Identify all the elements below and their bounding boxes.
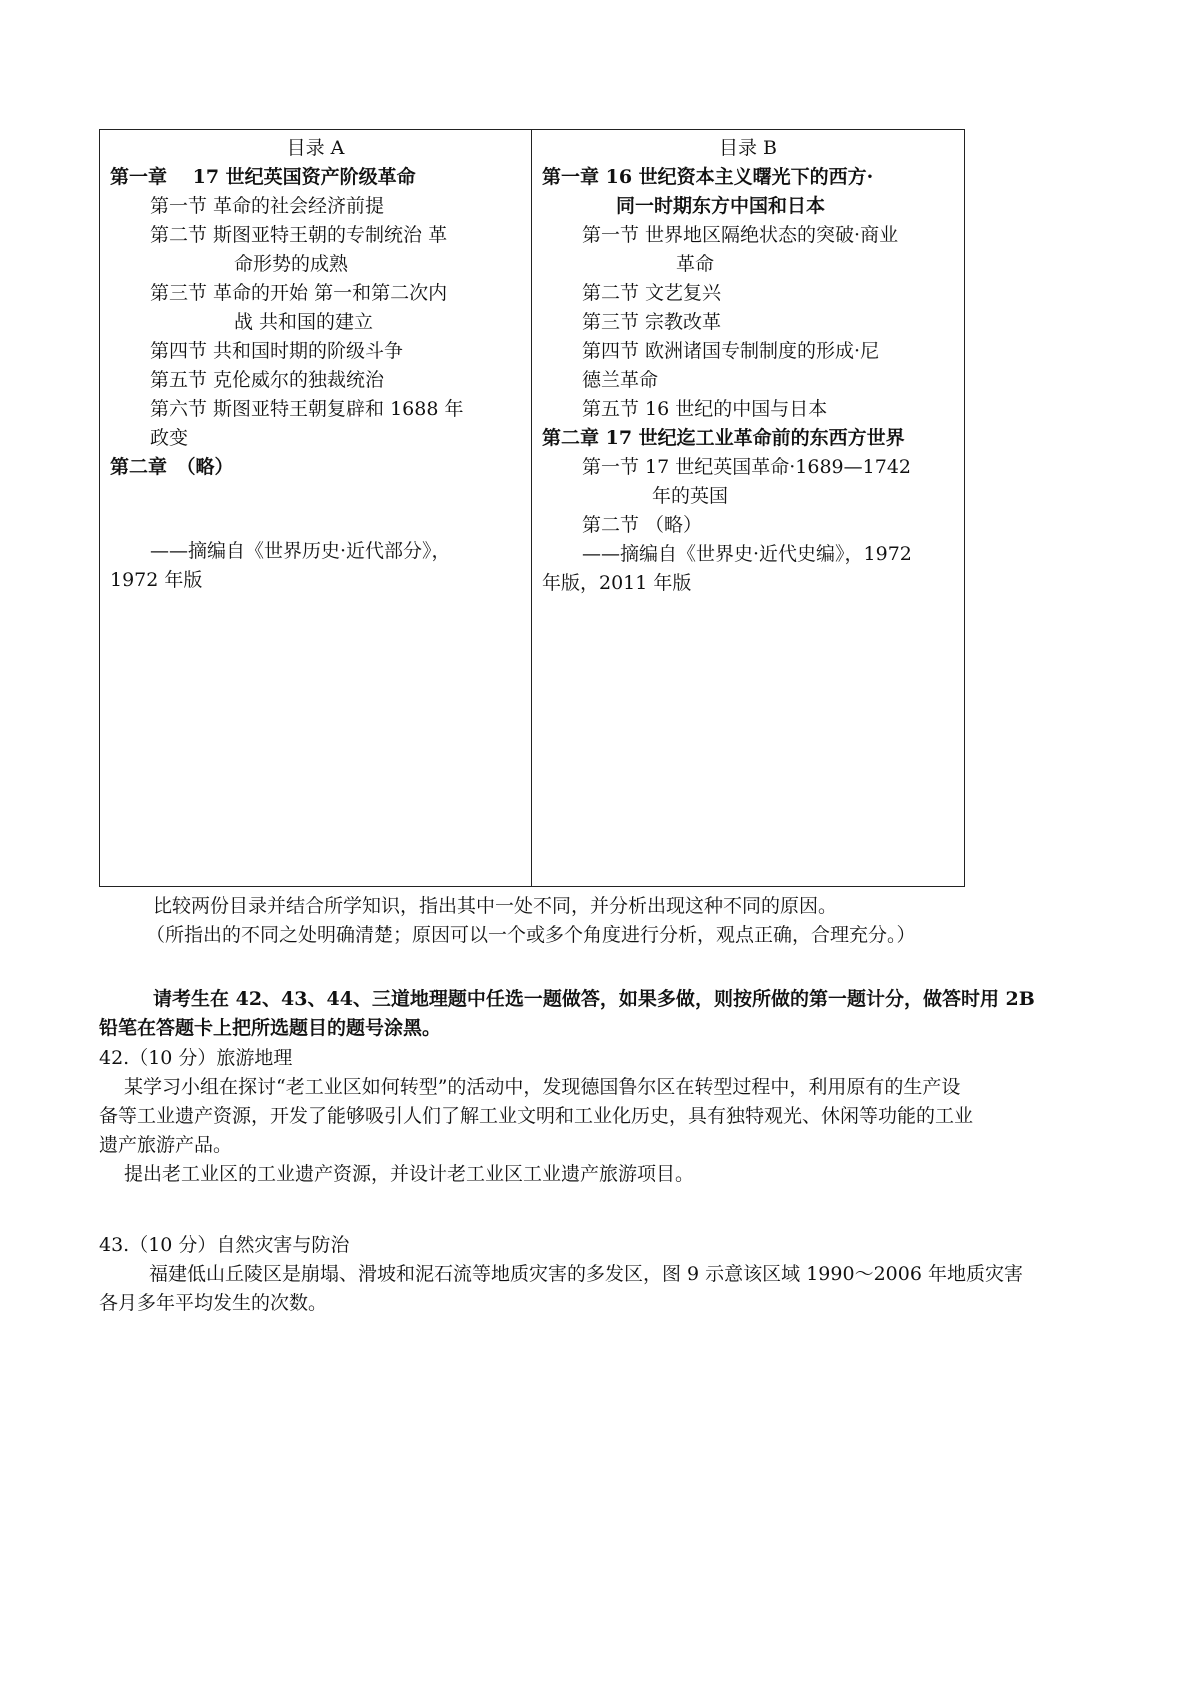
catalog-a-section5: 第五节 克伦威尔的独裁统治 (150, 369, 385, 391)
catalog-a-section4: 第四节 共和国时期的阶级斗争 (150, 340, 404, 362)
catalog-b-chapter2-section1: 第一节 17 世纪英国革命·1689—1742 (582, 456, 912, 478)
q42-task: 提出老工业区的工业遗产资源，并设计老工业区工业遗产旅游项目。 (124, 1163, 695, 1185)
catalog-a-section3-cont: 战 共和国的建立 (234, 311, 374, 333)
catalog-b-source: ——摘编自《世界史·近代史编》，1972 (582, 543, 912, 565)
catalog-b-chapter2: 第二章 17 世纪迄工业革命前的东西方世界 (542, 427, 905, 449)
catalog-a-heading: 目录 A (286, 137, 345, 159)
question-text: 比较两份目录并结合所学知识，指出其中一处不同，并分析出现这种不同的原因。 (153, 895, 838, 917)
catalog-a-chapter1: 第一章 17 世纪英国资产阶级革命 (110, 166, 416, 188)
q42-title: 42.（10 分）旅游地理 (99, 1047, 293, 1069)
q43-paragraph-line2: 各月多年平均发生的次数。 (99, 1292, 328, 1314)
catalog-b-heading: 目录 B (718, 137, 777, 159)
q42-paragraph-line2: 备等工业遗产资源，开发了能够吸引人们了解工业文明和工业化历史，具有独特观光、休闲等功能的工业 (99, 1105, 974, 1127)
catalog-b-section2: 第二节 文艺复兴 (582, 282, 722, 304)
catalog-b-chapter1-cont: 同一时期东方中国和日本 (616, 195, 826, 217)
catalog-b-section1-cont: 革命 (676, 253, 715, 275)
catalog-b-section5: 第五节 16 世纪的中国与日本 (582, 398, 828, 420)
catalog-a-section3: 第三节 革命的开始 第一和第二次内 (150, 282, 448, 304)
catalog-b-section4-cont: 德兰革命 (582, 369, 659, 391)
q42-paragraph-line3: 遗产旅游产品。 (99, 1134, 233, 1156)
q42-paragraph-line1: 某学习小组在探讨“老工业区如何转型”的活动中，发现德国鲁尔区在转型过程中，利用原有的生产设 (124, 1076, 961, 1098)
instruction-text: 请考生在 42、43、44、三道地理题中任选一题做答，如果多做，则按所做的第一题计分，做答时用 2B (153, 988, 1035, 1010)
question-note: （所指出的不同之处明确清楚；原因可以一个或多个角度进行分析，观点正确，合理充分。） (146, 924, 916, 946)
catalog-a-chapter2: 第二章 （略） (110, 456, 234, 478)
q43-paragraph-line1: 福建低山丘陵区是崩塌、滑坡和泥石流等地质灾害的多发区，图 9 示意该区域 1990～2006 年地质灾害 (149, 1263, 1023, 1285)
catalog-a-column (100, 130, 532, 886)
catalog-a-section6-cont: 政变 (150, 427, 189, 449)
catalog-b-column (532, 130, 964, 886)
q43-title: 43.（10 分）自然灾害与防治 (99, 1234, 350, 1256)
catalog-b-source-year: 年版，2011 年版 (542, 572, 692, 594)
catalog-b-chapter1: 第一章 16 世纪资本主义曙光下的西方· (542, 166, 874, 188)
catalog-b-section1: 第一节 世界地区隔绝状态的突破·商业 (582, 224, 899, 246)
catalog-b-section3: 第三节 宗教改革 (582, 311, 722, 333)
catalog-b-section4: 第四节 欧洲诸国专制制度的形成·尼 (582, 340, 880, 362)
catalog-a-source-year: 1972 年版 (110, 569, 203, 591)
catalog-a-source: ——摘编自《世界历史·近代部分》， (150, 540, 451, 562)
catalog-a-section2: 第二节 斯图亚特王朝的专制统治 革 (150, 224, 448, 246)
catalog-a-section1: 第一节 革命的社会经济前提 (150, 195, 385, 217)
catalog-b-chapter2-section1-cont: 年的英国 (652, 485, 729, 507)
catalog-a-section6: 第六节 斯图亚特王朝复辟和 1688 年 (150, 398, 464, 420)
catalog-a-section2-cont: 命形势的成熟 (234, 253, 349, 275)
catalog-b-chapter2-section2: 第二节 （略） (582, 514, 703, 536)
instruction-text-cont: 铅笔在答题卡上把所选题目的题号涂黑。 (99, 1017, 442, 1039)
catalog-comparison-table (99, 129, 965, 887)
